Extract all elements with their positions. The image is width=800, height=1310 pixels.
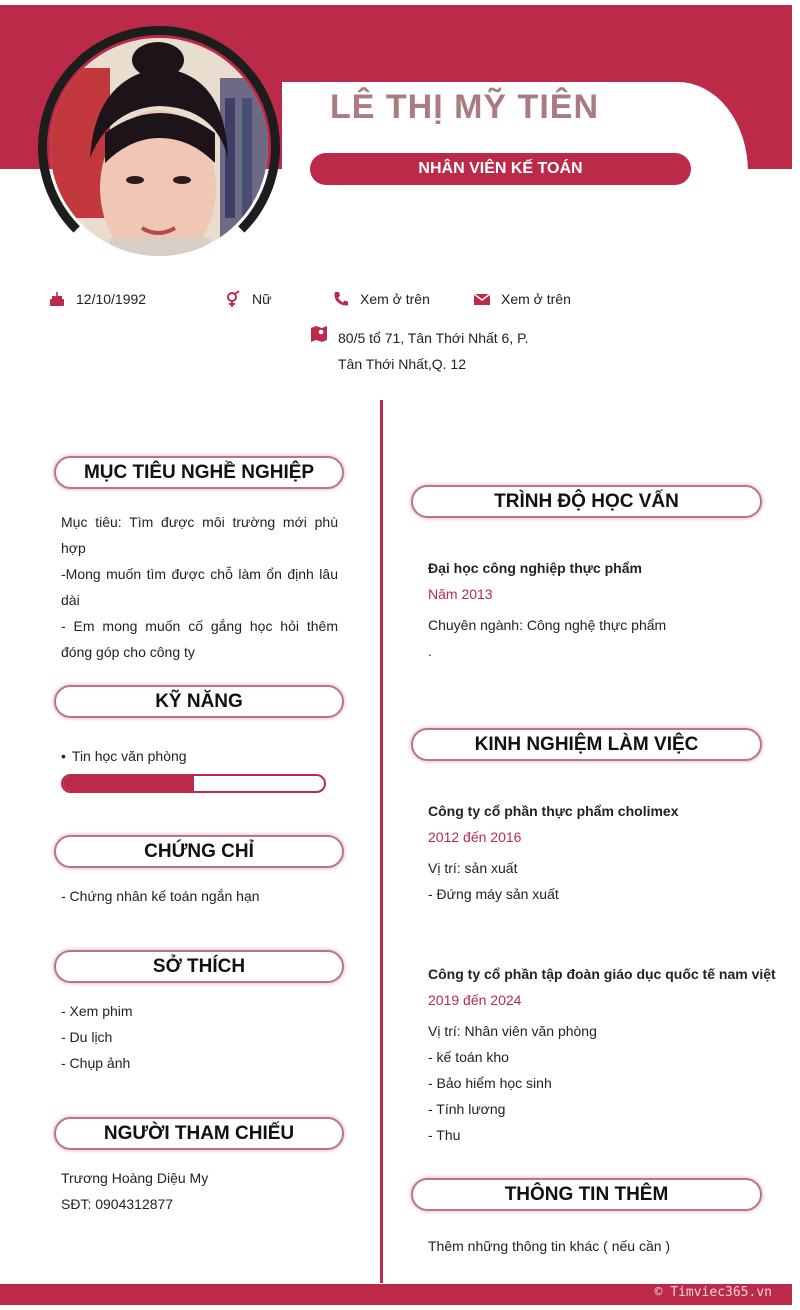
job-line: - Tính lương bbox=[428, 1101, 506, 1117]
education-heading-text: TRÌNH ĐỘ HỌC VẤN bbox=[494, 490, 679, 512]
hobbies-heading bbox=[54, 950, 344, 983]
skills-heading bbox=[54, 685, 344, 718]
contact-phone bbox=[332, 290, 430, 308]
address bbox=[338, 325, 548, 377]
objective-line: - Em mong muốn cố gắng học hỏi thêm đóng góp cho công ty bbox=[61, 618, 338, 660]
extra-info-heading-text: THÔNG TIN THÊM bbox=[504, 1183, 669, 1205]
job-period: 2012 đến 2016 bbox=[428, 829, 522, 845]
education-year: Năm 2013 bbox=[428, 586, 493, 602]
objective-text bbox=[61, 509, 338, 665]
job-line: Vị trí: Nhân viên văn phòng bbox=[428, 1023, 597, 1039]
hobbies-text bbox=[61, 998, 133, 1076]
address-line-2: Tân Thới Nhất,Q. 12 bbox=[338, 356, 466, 372]
contact-email bbox=[473, 290, 571, 308]
education-note: . bbox=[428, 643, 432, 659]
candidate-name: LÊ THỊ MỸ TIÊN bbox=[330, 88, 599, 126]
education-heading bbox=[411, 485, 762, 518]
extra-info-heading bbox=[411, 1178, 762, 1211]
gender-text: Nữ bbox=[252, 291, 272, 307]
certificates-text bbox=[61, 883, 260, 909]
job-title-badge bbox=[310, 153, 691, 185]
job-line: - Bảo hiểm học sinh bbox=[428, 1075, 552, 1091]
birthday-text: 12/10/1992 bbox=[76, 291, 147, 307]
certificates-heading-text: CHỨNG CHỈ bbox=[144, 840, 254, 862]
job-line: - Thu bbox=[428, 1127, 461, 1143]
job-title: NHÂN VIÊN KẾ TOÁN bbox=[418, 160, 583, 177]
school-name: Đại học công nghiệp thực phẩm bbox=[428, 560, 642, 576]
avatar-photo bbox=[50, 38, 268, 256]
reference-line: Trương Hoàng Diệu My bbox=[61, 1170, 209, 1186]
experience-heading-text: KINH NGHIỆM LÀM VIỆC bbox=[474, 733, 699, 755]
watermark: © Timviec365.vn bbox=[654, 1285, 772, 1300]
skill-name: Tin học văn phòng bbox=[71, 748, 187, 764]
job-entry bbox=[428, 798, 768, 907]
certificates-heading bbox=[54, 835, 344, 868]
certificate-line: - Chứng nhân kế toán ngắn hạn bbox=[61, 888, 260, 904]
skill-item bbox=[61, 743, 187, 769]
skills-heading-text: KỸ NĂNG bbox=[155, 690, 243, 712]
education-major: Chuyên ngành: Công nghệ thực phẩm bbox=[428, 617, 667, 633]
education-block bbox=[428, 555, 666, 664]
experience-heading bbox=[411, 728, 762, 761]
avatar bbox=[50, 38, 268, 256]
company-name: Công ty cổ phần thực phẩm cholimex bbox=[428, 803, 679, 819]
email-icon bbox=[473, 290, 491, 308]
job-line: - kế toán kho bbox=[428, 1049, 509, 1065]
hobbies-heading-text: SỞ THÍCH bbox=[152, 955, 246, 977]
job-entry bbox=[428, 961, 778, 1148]
hobby-line: - Xem phim bbox=[61, 1003, 133, 1019]
job-period: 2019 đến 2024 bbox=[428, 992, 522, 1008]
map-pin-icon bbox=[310, 325, 328, 343]
skill-level-bar bbox=[61, 774, 326, 793]
references-heading-text: NGƯỜI THAM CHIẾU bbox=[103, 1122, 295, 1144]
address-line-1: 80/5 tổ 71, Tân Thới Nhất 6, P. bbox=[338, 330, 529, 346]
gender-icon bbox=[224, 290, 242, 308]
contact-gender bbox=[224, 290, 271, 308]
hobby-line: - Chụp ảnh bbox=[61, 1055, 131, 1071]
company-name: Công ty cổ phần tập đoàn giáo dục quốc tế nam việt bbox=[428, 966, 776, 982]
column-divider bbox=[380, 400, 383, 1283]
bullet-icon: • bbox=[61, 748, 66, 764]
job-line: Vị trí: sản xuất bbox=[428, 860, 518, 876]
job-line: - Đứng máy sản xuất bbox=[428, 886, 559, 902]
phone-text: Xem ở trên bbox=[360, 291, 430, 307]
references-text bbox=[61, 1165, 208, 1217]
contact-birthday bbox=[48, 290, 146, 308]
birthday-cake-icon bbox=[48, 290, 66, 308]
hobby-line: - Du lịch bbox=[61, 1029, 113, 1045]
objective-line: -Mong muốn tìm được chỗ làm ổn định lâu dài bbox=[61, 566, 338, 608]
extra-info-text: Thêm những thông tin khác ( nếu cần ) bbox=[428, 1238, 671, 1254]
objective-heading bbox=[54, 456, 344, 489]
references-heading bbox=[54, 1117, 344, 1150]
objective-heading-text: MỤC TIÊU NGHỀ NGHIỆP bbox=[83, 461, 315, 483]
skill-level-fill bbox=[63, 776, 194, 791]
email-text: Xem ở trên bbox=[501, 291, 571, 307]
objective-line: Mục tiêu: Tìm được môi trường mới phù hợp bbox=[61, 514, 338, 556]
phone-icon bbox=[332, 290, 350, 308]
reference-line: SĐT: 0904312877 bbox=[61, 1196, 174, 1212]
